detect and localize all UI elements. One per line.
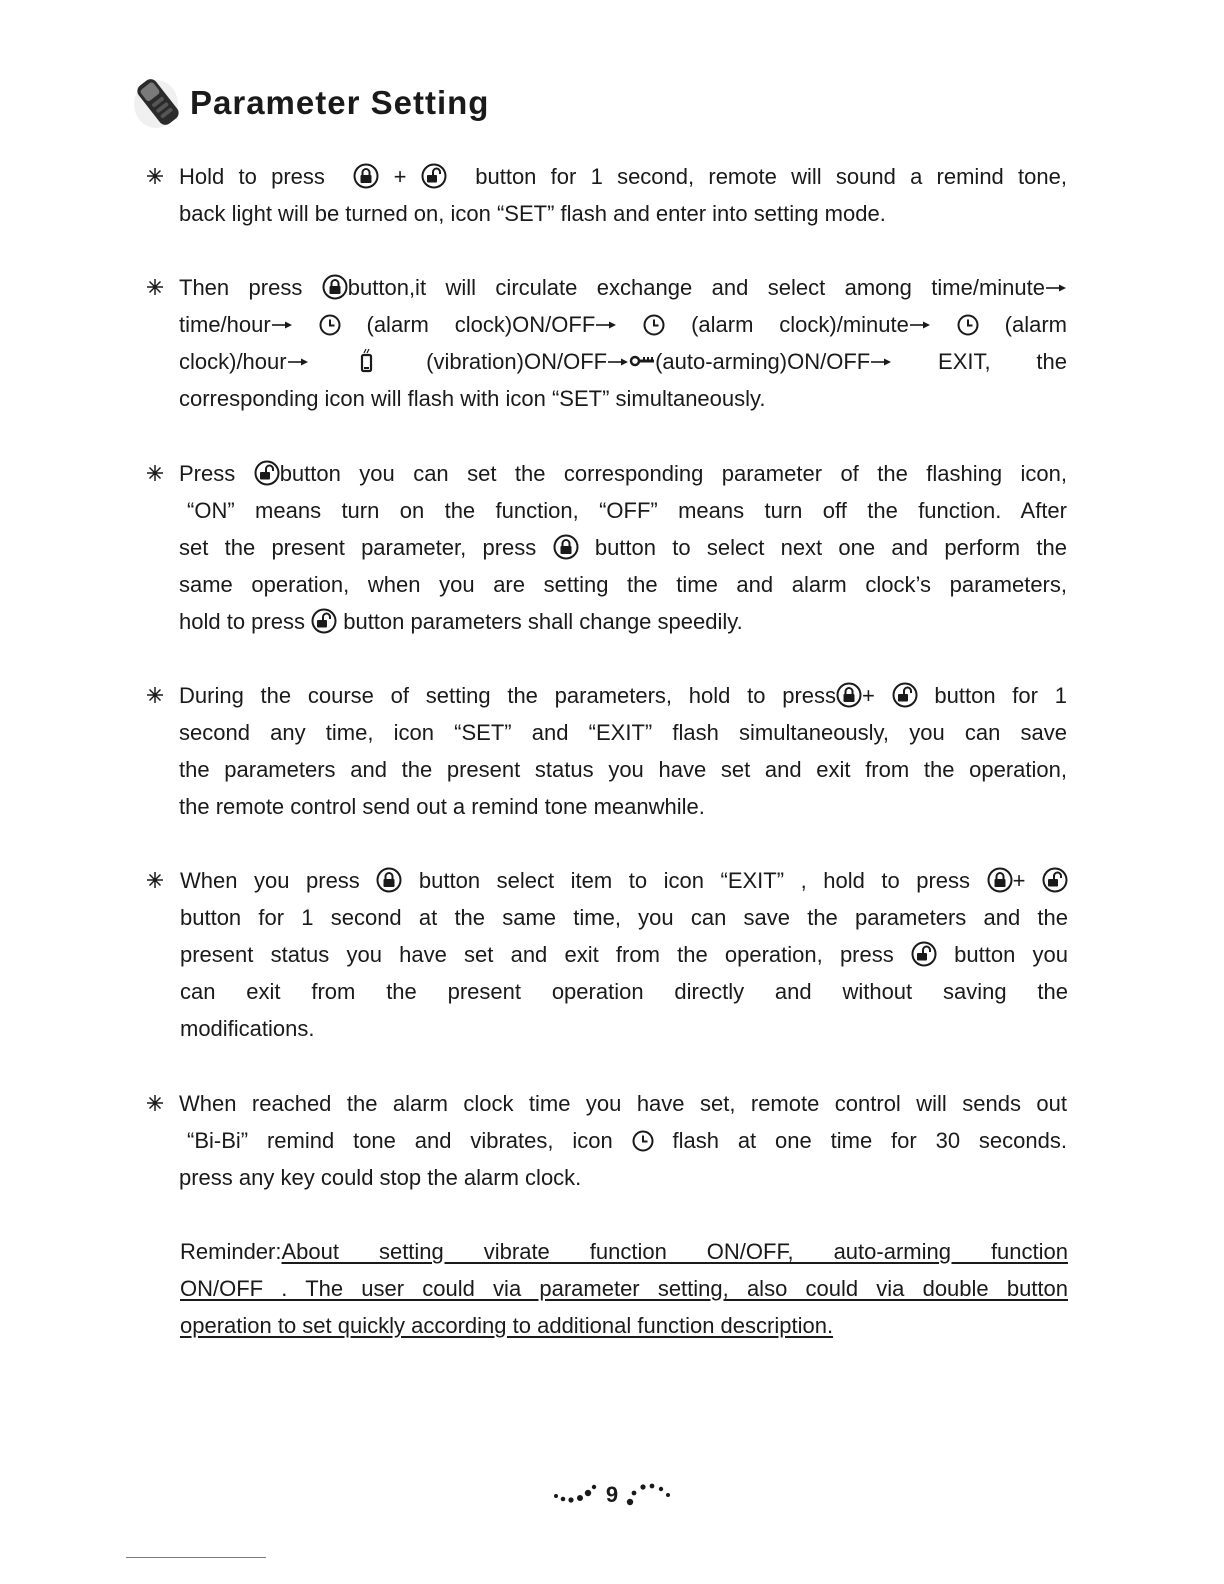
arrow-icon (909, 320, 931, 330)
unlock-button-icon (421, 163, 447, 189)
instruction-paragraph-5 (180, 862, 1068, 1047)
alarm-clock-icon (643, 314, 665, 336)
reminder-note (180, 1233, 1068, 1344)
text-line: back light will be turned on, icon “SET” flash and enter into setting mode. (179, 201, 886, 226)
text-line: second any time, icon “SET” and “EXIT” flash simultaneously, you can save (179, 720, 1067, 745)
arrow-icon (1045, 283, 1067, 293)
instruction-paragraph-3 (179, 455, 1067, 640)
alarm-clock-icon (957, 314, 979, 336)
lock-button-icon (553, 534, 579, 560)
lock-button-icon (353, 163, 379, 189)
arrow-icon (271, 320, 293, 330)
text-line: present status you have set and exit from the operation, press button you (180, 942, 1068, 967)
lock-button-icon (987, 867, 1013, 893)
text-line: Reminder:About setting vibrate function ON/OFF, auto-arming function (180, 1239, 1068, 1264)
text-line: When reached the alarm clock time you have set, remote control will sends out (179, 1091, 1067, 1116)
unlock-button-icon (254, 460, 280, 486)
dots-ornament-left (550, 1478, 600, 1508)
bullet-icon (143, 677, 167, 715)
lock-button-icon (322, 274, 348, 300)
bullet-icon (143, 158, 167, 196)
text-line: modifications. (180, 1016, 315, 1041)
text-line: “Bi-Bi” remind tone and vibrates, icon flash at one time for 30 seconds. (187, 1128, 1067, 1153)
lock-button-icon (836, 682, 862, 708)
unlock-button-icon (892, 682, 918, 708)
page-title: Parameter Setting (190, 84, 490, 121)
instruction-paragraph-2 (179, 269, 1067, 417)
text-line: ON/OFF . The user could via parameter setting, also could via double button (180, 1276, 1068, 1301)
bullet-icon (143, 269, 167, 307)
alarm-clock-icon (632, 1130, 654, 1152)
instruction-paragraph-1 (179, 158, 1067, 232)
key-icon (629, 348, 655, 374)
text-line: can exit from the present operation directly and without saving the (180, 979, 1068, 1004)
text-line: Press button you can set the corresponding parameter of the flashing icon, (179, 461, 1067, 486)
dots-ornament-right (624, 1478, 674, 1508)
lock-button-icon (376, 867, 402, 893)
instruction-paragraph-6 (179, 1085, 1067, 1196)
unlock-button-icon (311, 608, 337, 634)
section-header (130, 70, 489, 134)
text-line: When you press button select item to icon “EXIT” , hold to press + (180, 862, 1068, 899)
unlock-button-icon (1042, 867, 1068, 893)
alarm-clock-icon (319, 314, 341, 336)
text-line: Then press button,it will circulate exchange and select among time/minute (179, 269, 1067, 306)
footer-rule (126, 1557, 266, 1558)
text-line: “ON” means turn on the function, “OFF” means turn off the function. After (187, 498, 1067, 523)
arrow-icon (595, 320, 617, 330)
arrow-icon (607, 357, 629, 367)
bullet-icon (143, 862, 167, 900)
text-line: button for 1 second at the same time, you can save the parameters and the (180, 905, 1068, 930)
text-line: corresponding icon will flash with icon “SET” simultaneously. (179, 386, 766, 411)
text-line: operation to set quickly according to additional function description. (180, 1313, 834, 1338)
instruction-paragraph-4 (179, 677, 1067, 825)
text-line: press any key could stop the alarm clock. (179, 1165, 582, 1190)
text-line: clock)/hour (vibration)ON/OFF (auto-arming)ON/OFF EXIT, the (179, 349, 1067, 374)
text-line: During the course of setting the parameters, hold to press + button for 1 (179, 683, 1067, 708)
page-number: 9 (0, 1478, 1224, 1508)
remote-control-icon (130, 70, 186, 134)
text-line: the parameters and the present status you have set and exit from the operation, (179, 757, 1067, 782)
bullet-icon (143, 455, 167, 493)
text-line: hold to press button parameters shall change speedily. (179, 609, 743, 634)
text-line: set the present parameter, press button to select next one and perform the (179, 535, 1067, 560)
arrow-icon (287, 357, 309, 367)
bullet-icon (143, 1085, 167, 1123)
text-line: same operation, when you are setting the time and alarm clock’s parameters, (179, 572, 1067, 597)
unlock-button-icon (911, 941, 937, 967)
arrow-icon (870, 357, 892, 367)
text-line: Hold to press + button for 1 second, remote will sound a remind tone, (179, 164, 1067, 189)
vibration-icon (354, 348, 380, 374)
text-line: the remote control send out a remind tone meanwhile. (179, 794, 705, 819)
text-line: time/hour (alarm clock)ON/OFF (alarm clock)/minute (alarm (179, 312, 1067, 337)
reminder-label: Reminder: (180, 1239, 282, 1264)
